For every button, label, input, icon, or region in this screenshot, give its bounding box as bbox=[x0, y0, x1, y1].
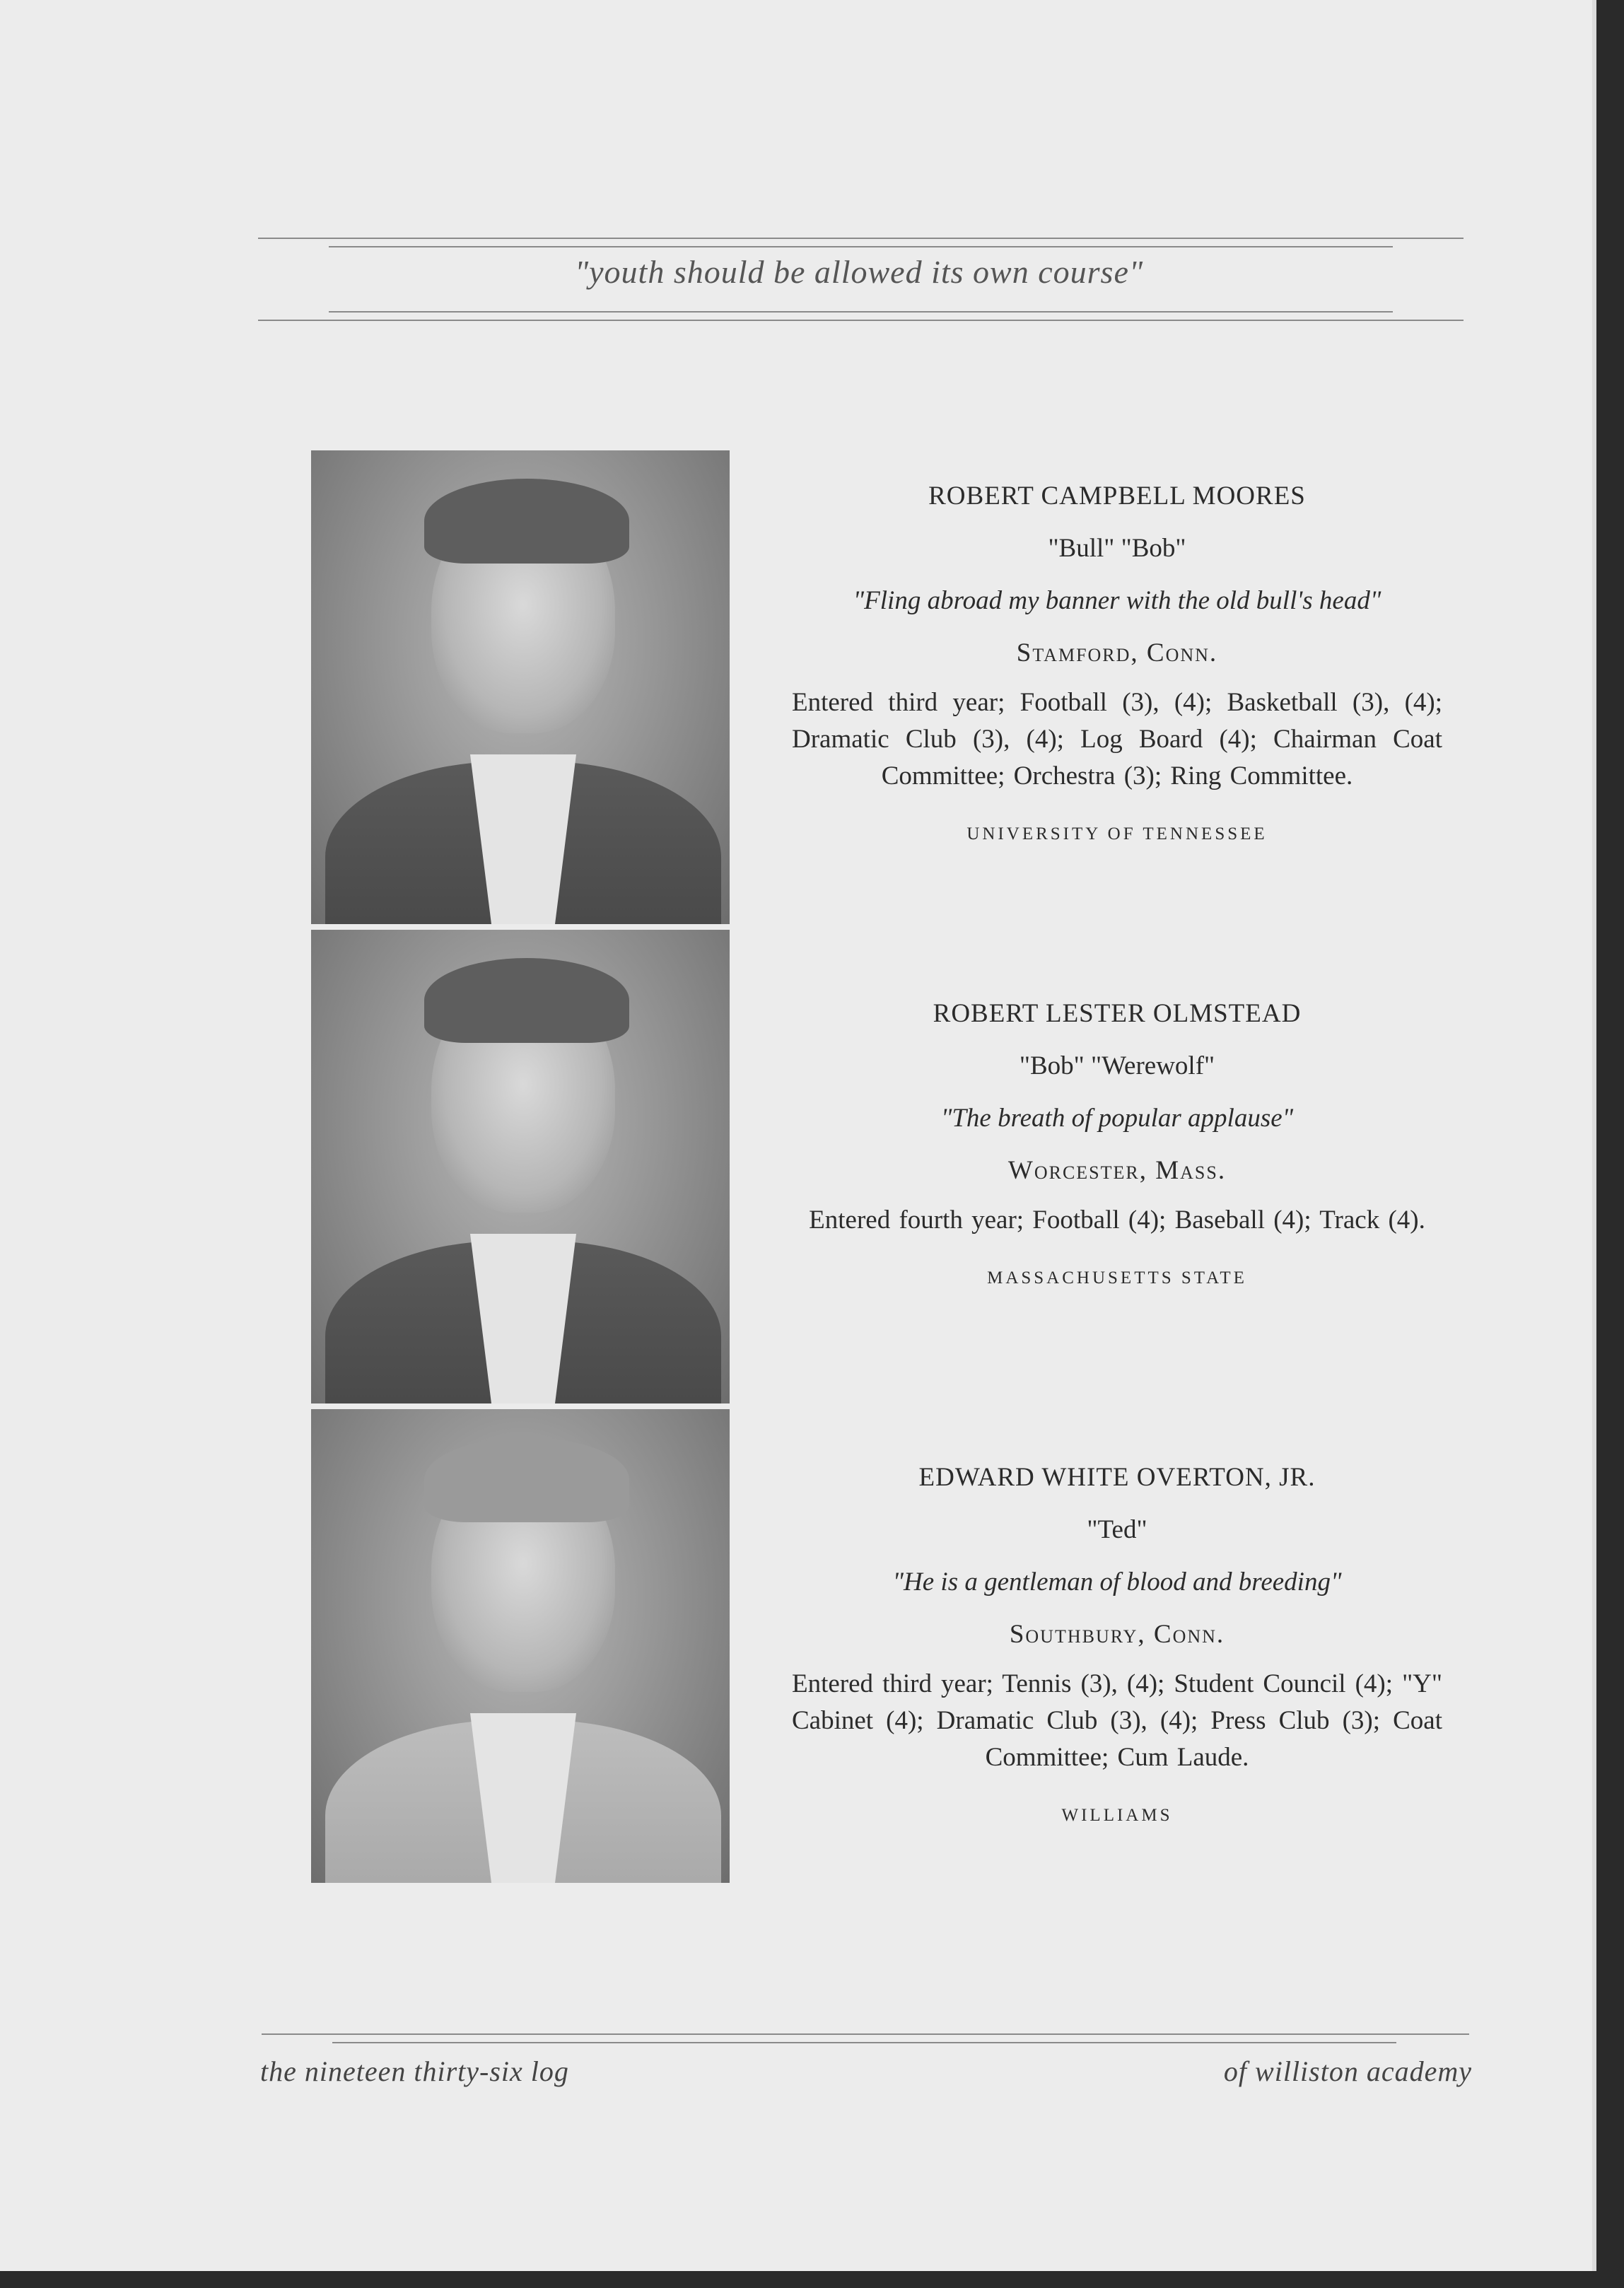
portrait-photo-3 bbox=[311, 1409, 730, 1883]
student-record: Entered fourth year; Football (4); Baseball (4); Track (4). bbox=[809, 1206, 1425, 1235]
student-entry-3 bbox=[792, 1459, 1442, 1834]
header-rule-bottom bbox=[258, 320, 1464, 321]
student-college: MASSACHUSETTS STATE bbox=[987, 1268, 1247, 1288]
student-name: ROBERT LESTER OLMSTEAD bbox=[933, 999, 1302, 1028]
student-nicknames: "Bull" "Bob" bbox=[1048, 534, 1186, 563]
student-name: EDWARD WHITE OVERTON, JR. bbox=[918, 1463, 1316, 1492]
footer-rule-inner bbox=[332, 2042, 1396, 2043]
portrait-photo-1 bbox=[311, 450, 730, 924]
student-hometown: Southbury, Conn. bbox=[1009, 1620, 1225, 1649]
header-motto: "youth should be allowed its own course" bbox=[574, 254, 1144, 290]
portrait-photo-2 bbox=[311, 930, 730, 1403]
header-rule-bottom-inner bbox=[329, 311, 1393, 313]
student-record: Entered third year; Football (3), (4); Basketball (3), (4); Dramatic Club (3), (4); Log Board (4); Chairman Coat Committee; Orchestra (3); Ring Committee. bbox=[792, 688, 1442, 790]
student-name: ROBERT CAMPBELL MOORES bbox=[928, 481, 1306, 510]
student-nicknames: "Ted" bbox=[1087, 1515, 1147, 1544]
student-hometown: Stamford, Conn. bbox=[1016, 638, 1218, 667]
student-college: WILLIAMS bbox=[1061, 1806, 1173, 1825]
student-quote: "Fling abroad my banner with the old bull's head" bbox=[853, 586, 1381, 615]
footer-rule-top bbox=[262, 2033, 1469, 2035]
footer-right-title: of williston academy bbox=[1223, 2055, 1472, 2087]
student-nicknames: "Bob" "Werewolf" bbox=[1019, 1051, 1215, 1080]
student-record: Entered third year; Tennis (3), (4); Student Council (4); "Y" Cabinet (4); Dramatic Club (3), (4); Press Club (3); Coat Committee; Cum Laude. bbox=[792, 1669, 1442, 1772]
student-hometown: Worcester, Mass. bbox=[1007, 1156, 1227, 1185]
header-rule-top-inner bbox=[329, 246, 1393, 247]
footer-left-title: the nineteen thirty-six log bbox=[260, 2055, 569, 2087]
header-rule-top bbox=[258, 238, 1464, 239]
student-quote: "The breath of popular applause" bbox=[940, 1104, 1294, 1133]
student-quote: "He is a gentleman of blood and breeding" bbox=[892, 1568, 1342, 1597]
student-college: UNIVERSITY OF TENNESSEE bbox=[966, 824, 1268, 844]
student-entry-2 bbox=[792, 996, 1442, 1297]
student-entry-1 bbox=[792, 478, 1442, 853]
